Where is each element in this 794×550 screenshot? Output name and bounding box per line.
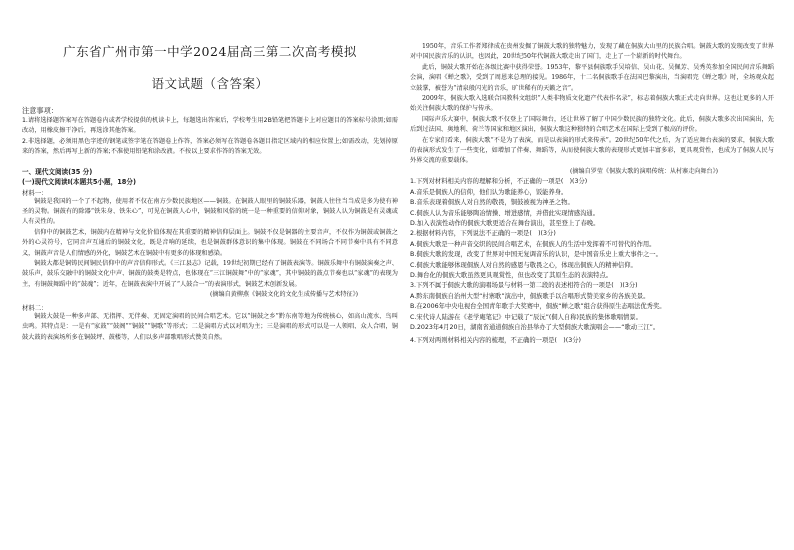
question-stem: 2.根据材料内容，下列说法不正确的一项是( )(3分) — [410, 230, 556, 238]
question-stem: 1.下列对材料相关内容的理解和分析，不正确的一项是( )(3分) — [410, 178, 588, 186]
question-stem: 4.下列对两则材料相关内容的梳理，不正确的一项是( )(3分) — [410, 337, 581, 345]
question-option: B.侗族大歌的发现，改变了世界对中国无复调音乐的认识，是中国音乐史上重大事件之一。 — [410, 251, 662, 259]
material-paragraph: 铜鼓是我国的一个了不起物，使用者不仅在南方少数民族地区——铜鼓。在铜鼓人眼里的铜鼓乐器，铜鼓人往往当当成是多为使有神圣的灵物。铜鼓有的除器“铁朱身、铁朱心”，可见在铜鼓人心中，铜鼓和风俗的统一是一种重要的信仰对象，铜鼓人认为铜鼓是有灵魂或人有灵性的。 — [22, 197, 398, 226]
material-paragraph: 1950年，音乐工作者郑律成在贵州发掘了铜鼓大歌的独特魅力，发现了藏在侗族大山里的民族合唱。铜鼓大歌的发现改变了世界对中国民族音乐的认识，也因此，20世纪50年代铜鼓大歌走出了国门，走上了一个崭新的时代舞台。 — [410, 43, 774, 61]
material-source: (摘编自罗莹《侗族大歌的演唱传统：从村寨走向舞台》) — [570, 167, 718, 175]
question-stem: 3.下列不属于侗族大歌的演唱场景与材料一第二段的表述相符合的一项是( )(3分) — [410, 282, 638, 290]
question-option: A.黔东南侗族自治州大型“村寨歌”演出中，侗族歌手以合唱形式赞美家乡的各族美景。 — [410, 292, 650, 300]
left-column — [22, 0, 398, 343]
material-paragraph: 2009年，侗族大歌入选联合国教科文组织“人类非物质文化遗产代表作名录”，标志着侗族大歌正式走向世界。这也让更多的人开始关注侗族大歌的保护与传承。 — [410, 95, 774, 113]
section-heading: 一、现代文阅读(35 分) — [22, 167, 93, 176]
question-option: D.2023年4月20日，湖南省通道侗族自治县举办了大型侗族大歌演唱会——“歌动三江”。 — [410, 323, 660, 331]
question-option: C.宋代诗人陆游在《老学庵笔记》中记载了“辰沅”(侗人自称)民族的集体歌唱情景。 — [410, 313, 642, 321]
material-paragraph: 信仰中的铜鼓艺术，铜鼓内在精神与文化价值体现在其重要的精神信仰层面上。铜鼓不仅是铜器的主要音声，不仅作为铜鼓或铜鼓之外的心灵符号，它同音声互通后的铜鼓文化，既是音响的延续，也是铜鼓群体意识的集中体现。铜鼓在不同场合不同节奏中具有不同意义，铜鼓声音是人们情感的外化，铜鼓艺术在铜鼓中有更多的体现和感染。 — [22, 228, 398, 257]
question-option: A.音乐是侗族人的信仰，他们认为歌能养心，饭能养身。 — [410, 188, 568, 196]
subsection-heading: (一)现代文阅读Ⅰ(本题共5小题，18分) — [22, 177, 136, 186]
question-option: A.侗族大歌是一种声音交织的民间合唱艺术，在侗族人的生活中发挥着不可替代的作用。 — [410, 240, 656, 248]
page-subtitle: 语文试题（含答案） — [151, 76, 269, 91]
material-paragraph: 此后，铜鼓大歌开始在各级比赛中获得荣誉。1953年，黎平县侗族歌手吴培信、吴山花、吴佩芳、吴秀英参加全国民间音乐舞蹈会演，演唱《蝉之歌》，受到了周恩来总理的接见。1986年，十二名侗族歌手在法国巴黎演出，当演唱完《蝉之歌》时，全场观众起立鼓掌，被誉为“清泉般闪光的音乐，旷世稀有的天籁之音”。 — [410, 63, 774, 92]
page-title: 广东省广州市第一中学2024届高三第二次高考模拟 — [63, 44, 357, 59]
material-source: (摘编自黄柳燕《铜鼓文化的文化生成传播与艺术特征》) — [210, 291, 358, 299]
question-option: D.舞台化的侗族大歌虽然更具观赏性，但也改变了其原生态的表演特点。 — [410, 271, 613, 279]
note-item: 2.非选择题，必须用黑色字迹的钢笔或签字笔在答题卷上作答，答案必须写在答题卷各题目指定区域内的相应位置上;如需改动，先划掉原来的答案，然后再写上新的答案;不准使用铅笔和涂改液。不按以上要求作答的答案无效。 — [22, 137, 398, 156]
question-option: C.侗族人认为音乐能够陶冶情操、增进感情，并借此实现情感沟通。 — [410, 209, 600, 217]
notes-heading: 注意事项： — [22, 106, 58, 115]
material-paragraph: 国际声乐大赛中，侗族大歌不仅登上了国际舞台，还让世界了解了中国少数民族的独特文化。此后，侗族大歌多次出国演出，先后到过法国、奥地利、荷兰等国家和地区演出，侗族大歌这种独特的合唱艺术在国际上受到了极高的评价。 — [410, 115, 774, 134]
material-paragraph: 在专家们看来，侗族大歌“不是为了表演，而是以表演的形式来传承”。20世纪50年代之后，为了适应舞台表演的要求，侗族大歌的表演形式发生了一些变化，如增加了伴奏、舞蹈等，从而使侗族大歌的表现形式更加丰富多彩，更具观赏性，也成为了侗族人民与外界交流的重要载体。 — [410, 136, 774, 165]
material-paragraph: 铜鼓大鼓是一种多声部、无指挥、无伴奏、无固定演唱的民间合唱艺术。它以“铜鼓之乡”黔东南等地为传统核心，如高山流水、鸟叫虫鸣。其特点是：一是有“家鼓”“鼓阁”“铜鼓”“铜歌”等形式；二是演唱方式以对唱为主；三是演唱的形式可以是一人领唱、众人合唱，铜鼓大鼓的表演场所多在铜鼓坪、鼓楼等，人们以多声部歌唱形式赞美自然。 — [22, 312, 398, 341]
material-label: 材料二： — [22, 303, 48, 312]
question-option: B.在2006年中央电视台全国青年歌手大奖赛中，侗族“蝉之歌”组合获得原生态唱法优秀奖。 — [410, 303, 666, 311]
question-option: C.侗族大歌能够体现侗族人对自然的感恩与敬畏之心，体现出侗族人的精神信仰。 — [410, 261, 637, 269]
question-option: D.加入表演性动作的侗族大歌更适合在舞台演出，甚至登上了春晚。 — [410, 219, 600, 227]
question-option: B.音乐表现着侗族人对自然的敬畏，铜鼓被视为神圣之物。 — [410, 199, 574, 207]
material-label: 材料一： — [22, 188, 48, 197]
note-item: 1.请将选择题答案写在答题卷内或者学校提供的机读卡上，每题选出答案后，学校考生用2B铅笔把答题卡上对应题目的答案标号涂黑;如需改动，用橡皮擦干净后，再选涂其他答案。 — [22, 117, 398, 135]
material-paragraph: 铜鼓大都是铜铸民间铜民信仰中的声音信仰形式。《三江县志》记载，19世纪初期已经有了铜鼓表演等。铜鼓乐舞中有铜鼓演奏之声、鼓乐声，鼓乐交融中的铜鼓文化中声、铜鼓的鼓类是特点，也体现在“三江铜鼓舞”中的“家魂”，其中铜鼓的鼓点节奏也以“家魂”的表现为主，有铜鼓舞蹈中的“鼓魂”；近年，在铜鼓表演中开展了“人鼓合一”的表演形式，铜鼓艺术创新发展。 — [22, 260, 398, 288]
right-column — [410, 42, 774, 347]
